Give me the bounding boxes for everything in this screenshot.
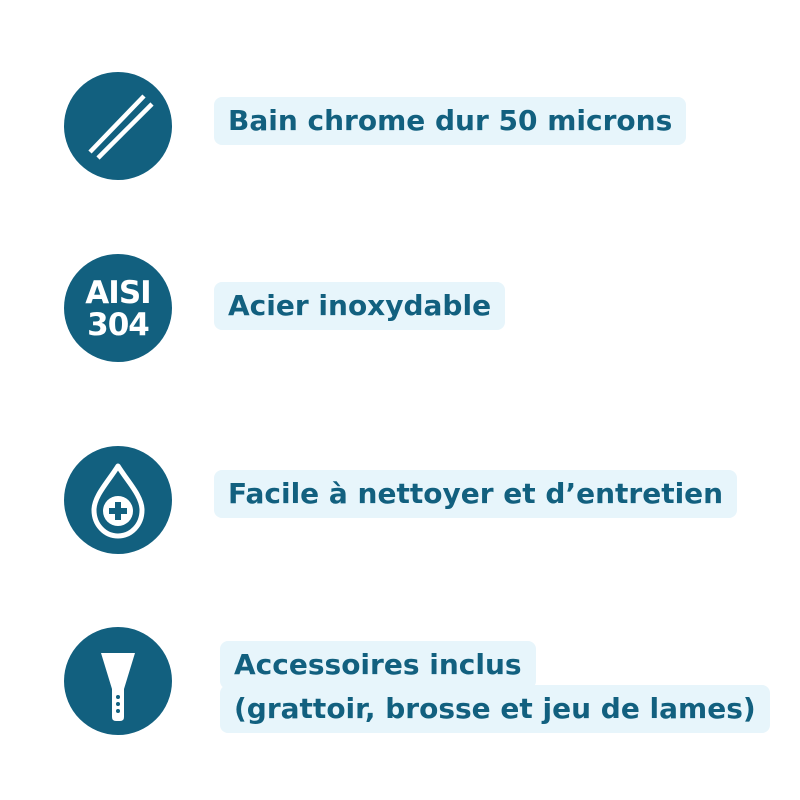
feature-stainless (0, 254, 800, 364)
feature-label-easy-clean: Facile à nettoyer et d’entretien (214, 470, 737, 518)
feature-label-stainless: Acier inoxydable (214, 282, 505, 330)
aisi-label: AISI (85, 275, 151, 311)
chrome-stripes-icon (64, 72, 172, 180)
aisi-grade: 304 (87, 307, 149, 343)
aisi-304-icon (64, 254, 172, 362)
feature-label-accessories-detail: (grattoir, brosse et jeu de lames) (220, 685, 770, 733)
scraper-icon (64, 627, 172, 735)
feature-accessories (0, 627, 800, 737)
feature-label-chrome: Bain chrome dur 50 microns (214, 97, 686, 145)
feature-label-accessories-title: Accessoires inclus (220, 641, 536, 689)
water-drop-plus-icon (64, 446, 172, 554)
feature-easy-clean (0, 446, 800, 556)
feature-chrome (0, 72, 800, 182)
